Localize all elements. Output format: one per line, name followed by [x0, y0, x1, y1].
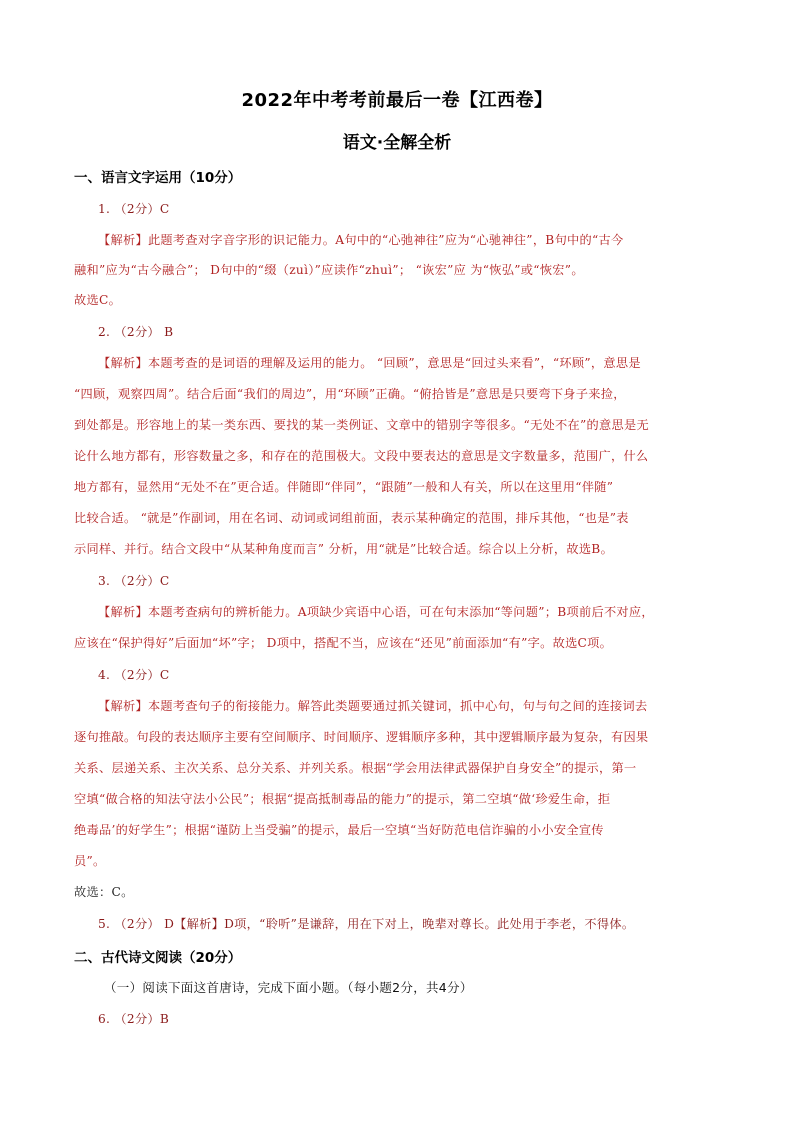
analysis-q3-line: 【解析】本题考查病句的辨析能力。A项缺少宾语中心语，可在句末添加“等问题”；B项前后不对应，: [98, 605, 654, 619]
analysis-q2-line: 到处都是。形容地上的某一类东西、要找的某一类例证、文章中的错别字等很多。“无处不在”的意思是无: [74, 418, 649, 432]
analysis-q2-line: “四顾，观察四周”。结合后面“我们的周边”，用“环顾”正确。“俯拾皆是”意思是只要弯下身子来捡，: [74, 387, 626, 401]
answer-q2: 2. （2分） B: [98, 325, 174, 339]
answer-q4: 4. （2分）C: [98, 668, 170, 682]
answer-q5: 5. （2分） D【解析】D项，“聆听”是谦辞，用在下对上，晚辈对尊长。此处用于李老，不得体。: [98, 917, 635, 931]
page-title: 2022年中考考前最后一卷【江西卷】: [241, 90, 553, 111]
page-subtitle: 语文·全解全析: [342, 133, 452, 153]
analysis-q4-line: 空填“做合格的知法守法小公民”；根据“提高抵制毒品的能力”的提示，第二空填“做‘珍爱生命，拒: [74, 792, 611, 806]
answer-conclusion-q4: 故选：C。: [74, 885, 134, 899]
analysis-q4-line: 【解析】本题考查句子的衔接能力。解答此类题要通过抓关键词，抓中心句，句与句之间的连接词去: [98, 699, 648, 713]
analysis-q4-line: 员”。: [74, 854, 106, 868]
section-heading-1: 一、语言文字运用（10分）: [74, 170, 242, 186]
analysis-q2-line: 地方都有，显然用“无处不在”更合适。伴随即“伴同”，“跟随”一般和人有关，所以在这里用“伴随”: [74, 480, 614, 494]
analysis-q1-line: 【解析】此题考查对字音字形的识记能力。A句中的“心弛神往”应为“心驰神往”，B句中的“古今: [98, 233, 624, 247]
section-heading-2: 二、古代诗文阅读（20分）: [74, 950, 242, 966]
answer-q6: 6. （2分）B: [98, 1012, 170, 1026]
analysis-q2-line: 比较合适。 “就是”作副词，用在名词、动词或词组前面，表示某种确定的范围，排斥其他，“也是”表: [74, 511, 629, 525]
analysis-q1-line: 融和”应为“古今融合”； D句中的“缀（zuì）”应读作“zhuì”； “诙宏”应 为“恢弘”或“恢宏”。: [74, 263, 584, 277]
analysis-q3-line: 应该在“保护得好”后面加“坏”字； D项中，搭配不当，应该在“还见”前面添加“有”字。故选C项。: [74, 636, 613, 650]
answer-q1: 1. （2分）C: [98, 202, 170, 216]
analysis-q4-line: 逐句推敲。句段的表达顺序主要有空间顺序、时间顺序、逻辑顺序多种，其中逻辑顺序最为复杂，有因果: [74, 730, 649, 744]
analysis-q4-line: 关系、层递关系、主次关系、总分关系、并列关系。根据“学会用法律武器保护自身安全”的提示，第一: [74, 761, 637, 775]
reading-instruction: （一）阅读下面这首唐诗，完成下面小题。（每小题2分，共4分）: [104, 980, 473, 995]
analysis-q2-line: 【解析】本题考查的是词语的理解及运用的能力。 “回顾”，意思是“回过头来看”，“环顾”，意思是: [98, 356, 641, 370]
analysis-q2-line: 论什么地方都有，形容数量之多，和存在的范围极大。文段中要表达的意思是文字数量多，范围广，什么: [74, 449, 649, 463]
answer-q3: 3. （2分）C: [98, 574, 170, 588]
analysis-q2-line: 示同样、并行。结合文段中“从某种角度而言” 分析，用“就是”比较合适。综合以上分析，故选B。: [74, 542, 614, 556]
analysis-q1-line: 故选C。: [74, 293, 122, 307]
analysis-q4-line: 绝毒品’的好学生”；根据“谨防上当受骗”的提示，最后一空填“当好防范电信诈骗的小小安全宣传: [74, 823, 604, 837]
